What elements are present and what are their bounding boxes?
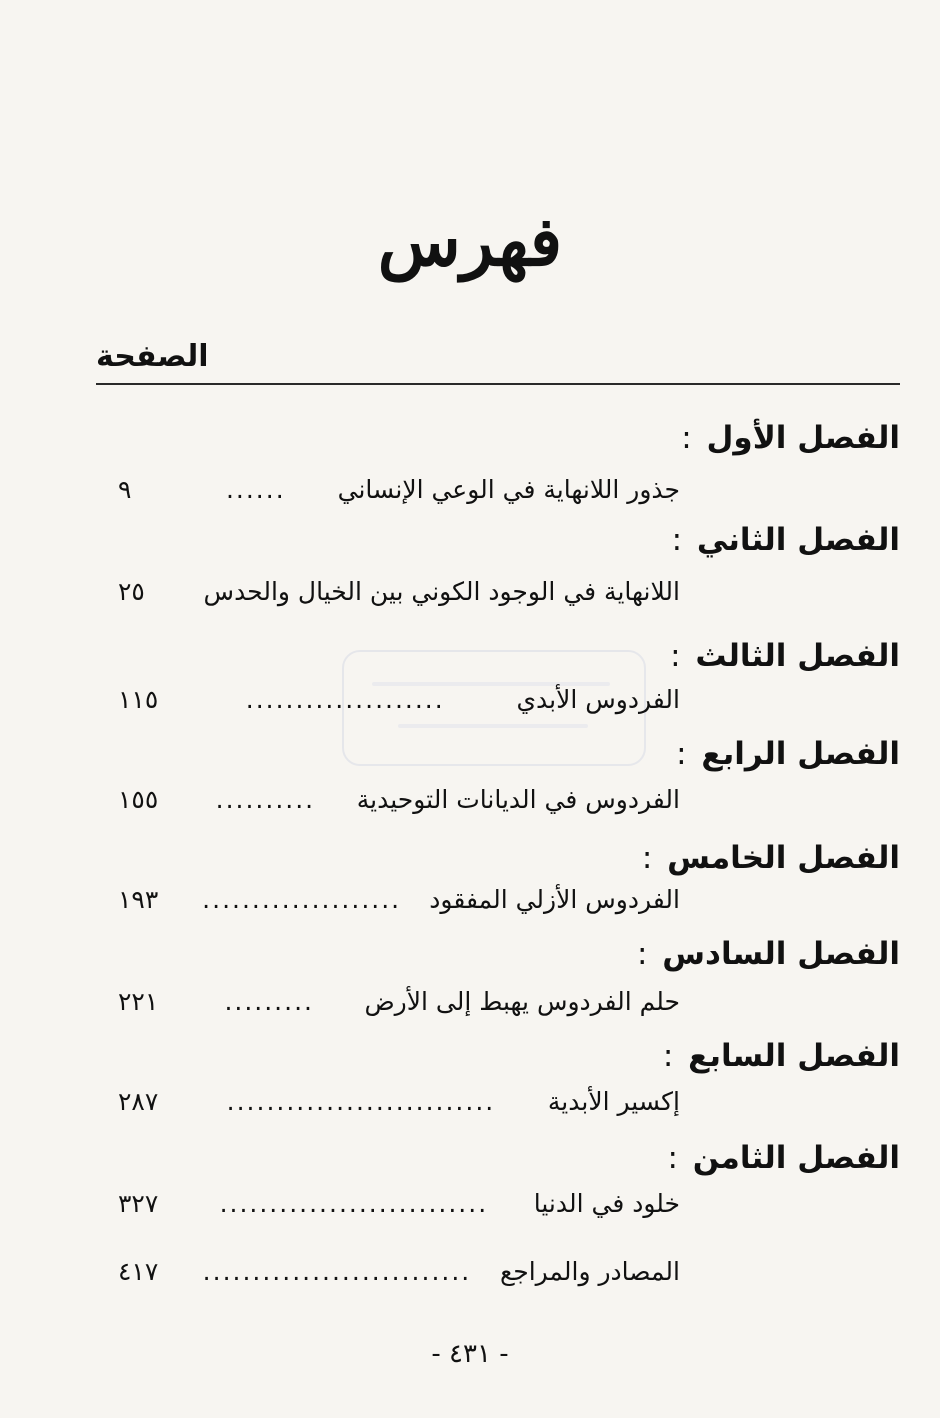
- entry-title: إكسير الأبدية: [547, 1087, 680, 1116]
- header-divider: [96, 383, 900, 385]
- chapter-label: الفصل الثاني: [696, 522, 900, 558]
- chapter-label: الفصل السابع: [688, 1038, 900, 1074]
- entry-page-number: ١١٥: [118, 685, 159, 714]
- chapter-3-heading: [655, 636, 900, 676]
- entry-page-number: ١٥٥: [118, 785, 159, 814]
- chapter-label: الفصل الرابع: [701, 736, 900, 772]
- dot-leader: ...........................: [202, 1257, 472, 1286]
- dot-leader: ....................: [245, 685, 445, 714]
- chapter-colon: :: [671, 522, 683, 558]
- chapter-label: الفصل الخامس: [667, 840, 900, 876]
- entry-page-number: ٢٢١: [118, 987, 159, 1016]
- chapter-colon: :: [670, 638, 681, 674]
- dot-leader: ....................: [202, 885, 402, 914]
- entry-page-number: ٣٢٧: [118, 1189, 159, 1218]
- entry-page-number: ١٩٣: [118, 885, 159, 914]
- chapter-label: الفصل السادس: [662, 936, 900, 972]
- chapter-colon: :: [681, 420, 692, 456]
- chapter-colon: :: [667, 1140, 678, 1176]
- chapter-colon: :: [641, 840, 653, 876]
- entry-title: اللانهاية في الوجود الكوني بين الخيال والحدس: [203, 577, 680, 606]
- toc-entry-chapter-6[interactable]: [118, 984, 680, 1020]
- chapter-label: الفصل الثالث: [695, 638, 900, 674]
- toc-entry-chapter-8[interactable]: [118, 1186, 680, 1222]
- chapter-colon: :: [676, 736, 687, 772]
- chapter-colon: :: [637, 936, 648, 972]
- entry-page-number: ٩: [118, 475, 132, 504]
- entry-page-number: ٢٥: [118, 577, 145, 606]
- toc-entry-chapter-3[interactable]: [118, 682, 680, 718]
- chapter-8-heading: [653, 1138, 900, 1178]
- entry-title: الفردوس الأبدي: [516, 685, 680, 714]
- toc-entry-references[interactable]: [118, 1254, 680, 1290]
- entry-page-number: ٤١٧: [118, 1257, 159, 1286]
- dot-leader: ......: [225, 475, 286, 504]
- toc-entry-chapter-5[interactable]: [118, 882, 680, 918]
- chapter-label: الفصل الأول: [706, 420, 900, 456]
- dot-leader: .........: [224, 987, 314, 1016]
- dot-leader: ..........: [215, 785, 316, 814]
- toc-entry-chapter-7[interactable]: [118, 1084, 680, 1120]
- toc-entry-chapter-2[interactable]: [118, 574, 680, 610]
- entry-title: الفردوس في الديانات التوحيدية: [356, 785, 680, 814]
- entry-page-number: ٢٨٧: [118, 1087, 159, 1116]
- toc-entry-chapter-4[interactable]: [118, 782, 680, 818]
- toc-entry-chapter-1[interactable]: [118, 472, 680, 508]
- entry-title: المصادر والمراجع: [499, 1257, 680, 1286]
- dot-leader: ...........................: [226, 1087, 496, 1116]
- entry-title: خلود في الدنيا: [533, 1189, 680, 1218]
- chapter-1-heading: [667, 418, 900, 458]
- chapter-6-heading: [622, 934, 900, 974]
- dot-leader: ...........................: [219, 1189, 489, 1218]
- chapter-5-heading: [627, 838, 900, 878]
- entry-title: الفردوس الأزلي المفقود: [429, 885, 680, 914]
- chapter-7-heading: [648, 1036, 900, 1076]
- chapter-label: الفصل الثامن: [692, 1140, 900, 1176]
- chapter-colon: :: [662, 1038, 674, 1074]
- entry-title: حلم الفردوس يهبط إلى الأرض: [364, 987, 680, 1016]
- entry-title: جذور اللانهاية في الوعي الإنساني: [337, 475, 680, 504]
- page-number-footer: - ٤٣١ -: [431, 1339, 509, 1369]
- page-column-header: الصفحة: [96, 339, 209, 374]
- page-title: فهرس: [377, 202, 563, 282]
- chapter-2-heading: [657, 520, 900, 560]
- chapter-4-heading: [661, 734, 900, 774]
